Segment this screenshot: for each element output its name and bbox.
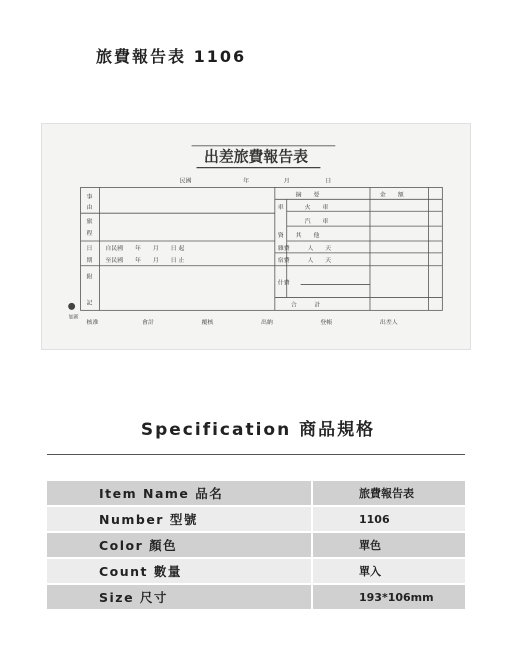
spec-row: [47, 559, 465, 583]
form-sign-4: 出納: [260, 319, 273, 327]
spec-row: [47, 533, 465, 557]
form-cell-cheng: 程: [86, 230, 93, 238]
form-jin-e: 金 額: [379, 191, 404, 199]
spec-value: 旅費報告表: [313, 481, 465, 505]
form-cell-qi: 期: [86, 256, 93, 264]
form-che: 車: [277, 204, 284, 212]
form-title: 出差旅費報告表: [203, 147, 309, 166]
form-cell-lv: 旅: [86, 218, 93, 226]
spec-key: Size 尺寸: [47, 585, 313, 609]
form-sign-2: 會計: [142, 319, 154, 327]
form-cell-fu: 附: [86, 273, 93, 281]
form-from-line: 自民國 年 月 日 起: [105, 244, 185, 252]
spec-value: 單入: [313, 559, 465, 583]
travel-expense-form: [42, 124, 470, 349]
spec-heading: Specification 商品規格: [140, 420, 376, 440]
spec-key: Count 數量: [47, 559, 313, 583]
form-sign-5: 登帳: [320, 319, 333, 327]
form-he-ji: 合 計: [290, 301, 321, 309]
form-to-line: 至民國 年 月 日 止: [105, 256, 185, 264]
form-qi-ta: 其 他: [295, 231, 320, 239]
form-date-yue: 月: [283, 177, 290, 185]
product-form-image: [41, 123, 471, 350]
form-su-fei: 宿費 人 天: [277, 256, 332, 264]
page-title: 旅費報告表 1106: [96, 47, 247, 66]
form-fei: 資: [277, 231, 284, 239]
form-za-fei: 雜費 人 天: [277, 244, 332, 252]
spec-value: 1106: [313, 507, 465, 531]
spec-row: [47, 481, 465, 505]
spec-value: 單色: [313, 533, 465, 557]
form-zhai-yao: 摘 要: [295, 191, 320, 199]
spec-row: [47, 507, 465, 531]
form-cell-shi: 事: [86, 193, 93, 201]
form-huo-che: 火 車: [304, 204, 329, 212]
spec-key: Color 顏色: [47, 533, 313, 557]
spec-key: Item Name 品名: [47, 481, 313, 505]
spec-value: 193*106mm: [313, 585, 465, 609]
form-date-ri: 日: [325, 177, 332, 185]
form-punch-hole-icon: [68, 303, 75, 310]
form-date-min: 民國: [179, 177, 192, 185]
divider: [47, 454, 465, 455]
form-cell-ri: 日: [86, 244, 93, 252]
spec-key: Number 型號: [47, 507, 313, 531]
form-shi-fei: 什費: [277, 279, 290, 287]
form-date-nian: 年: [243, 177, 250, 185]
form-cell-ji: 記: [86, 299, 93, 307]
spec-table: [47, 479, 465, 611]
form-sign-1: 核准: [86, 319, 99, 327]
form-cell-you: 由: [86, 204, 93, 212]
form-sign-6: 出差人: [379, 319, 398, 327]
form-sign-3: 覆核: [201, 319, 214, 327]
spec-row: [47, 585, 465, 609]
form-note: 加新: [68, 314, 79, 321]
form-qi-che: 汽 車: [304, 218, 329, 226]
